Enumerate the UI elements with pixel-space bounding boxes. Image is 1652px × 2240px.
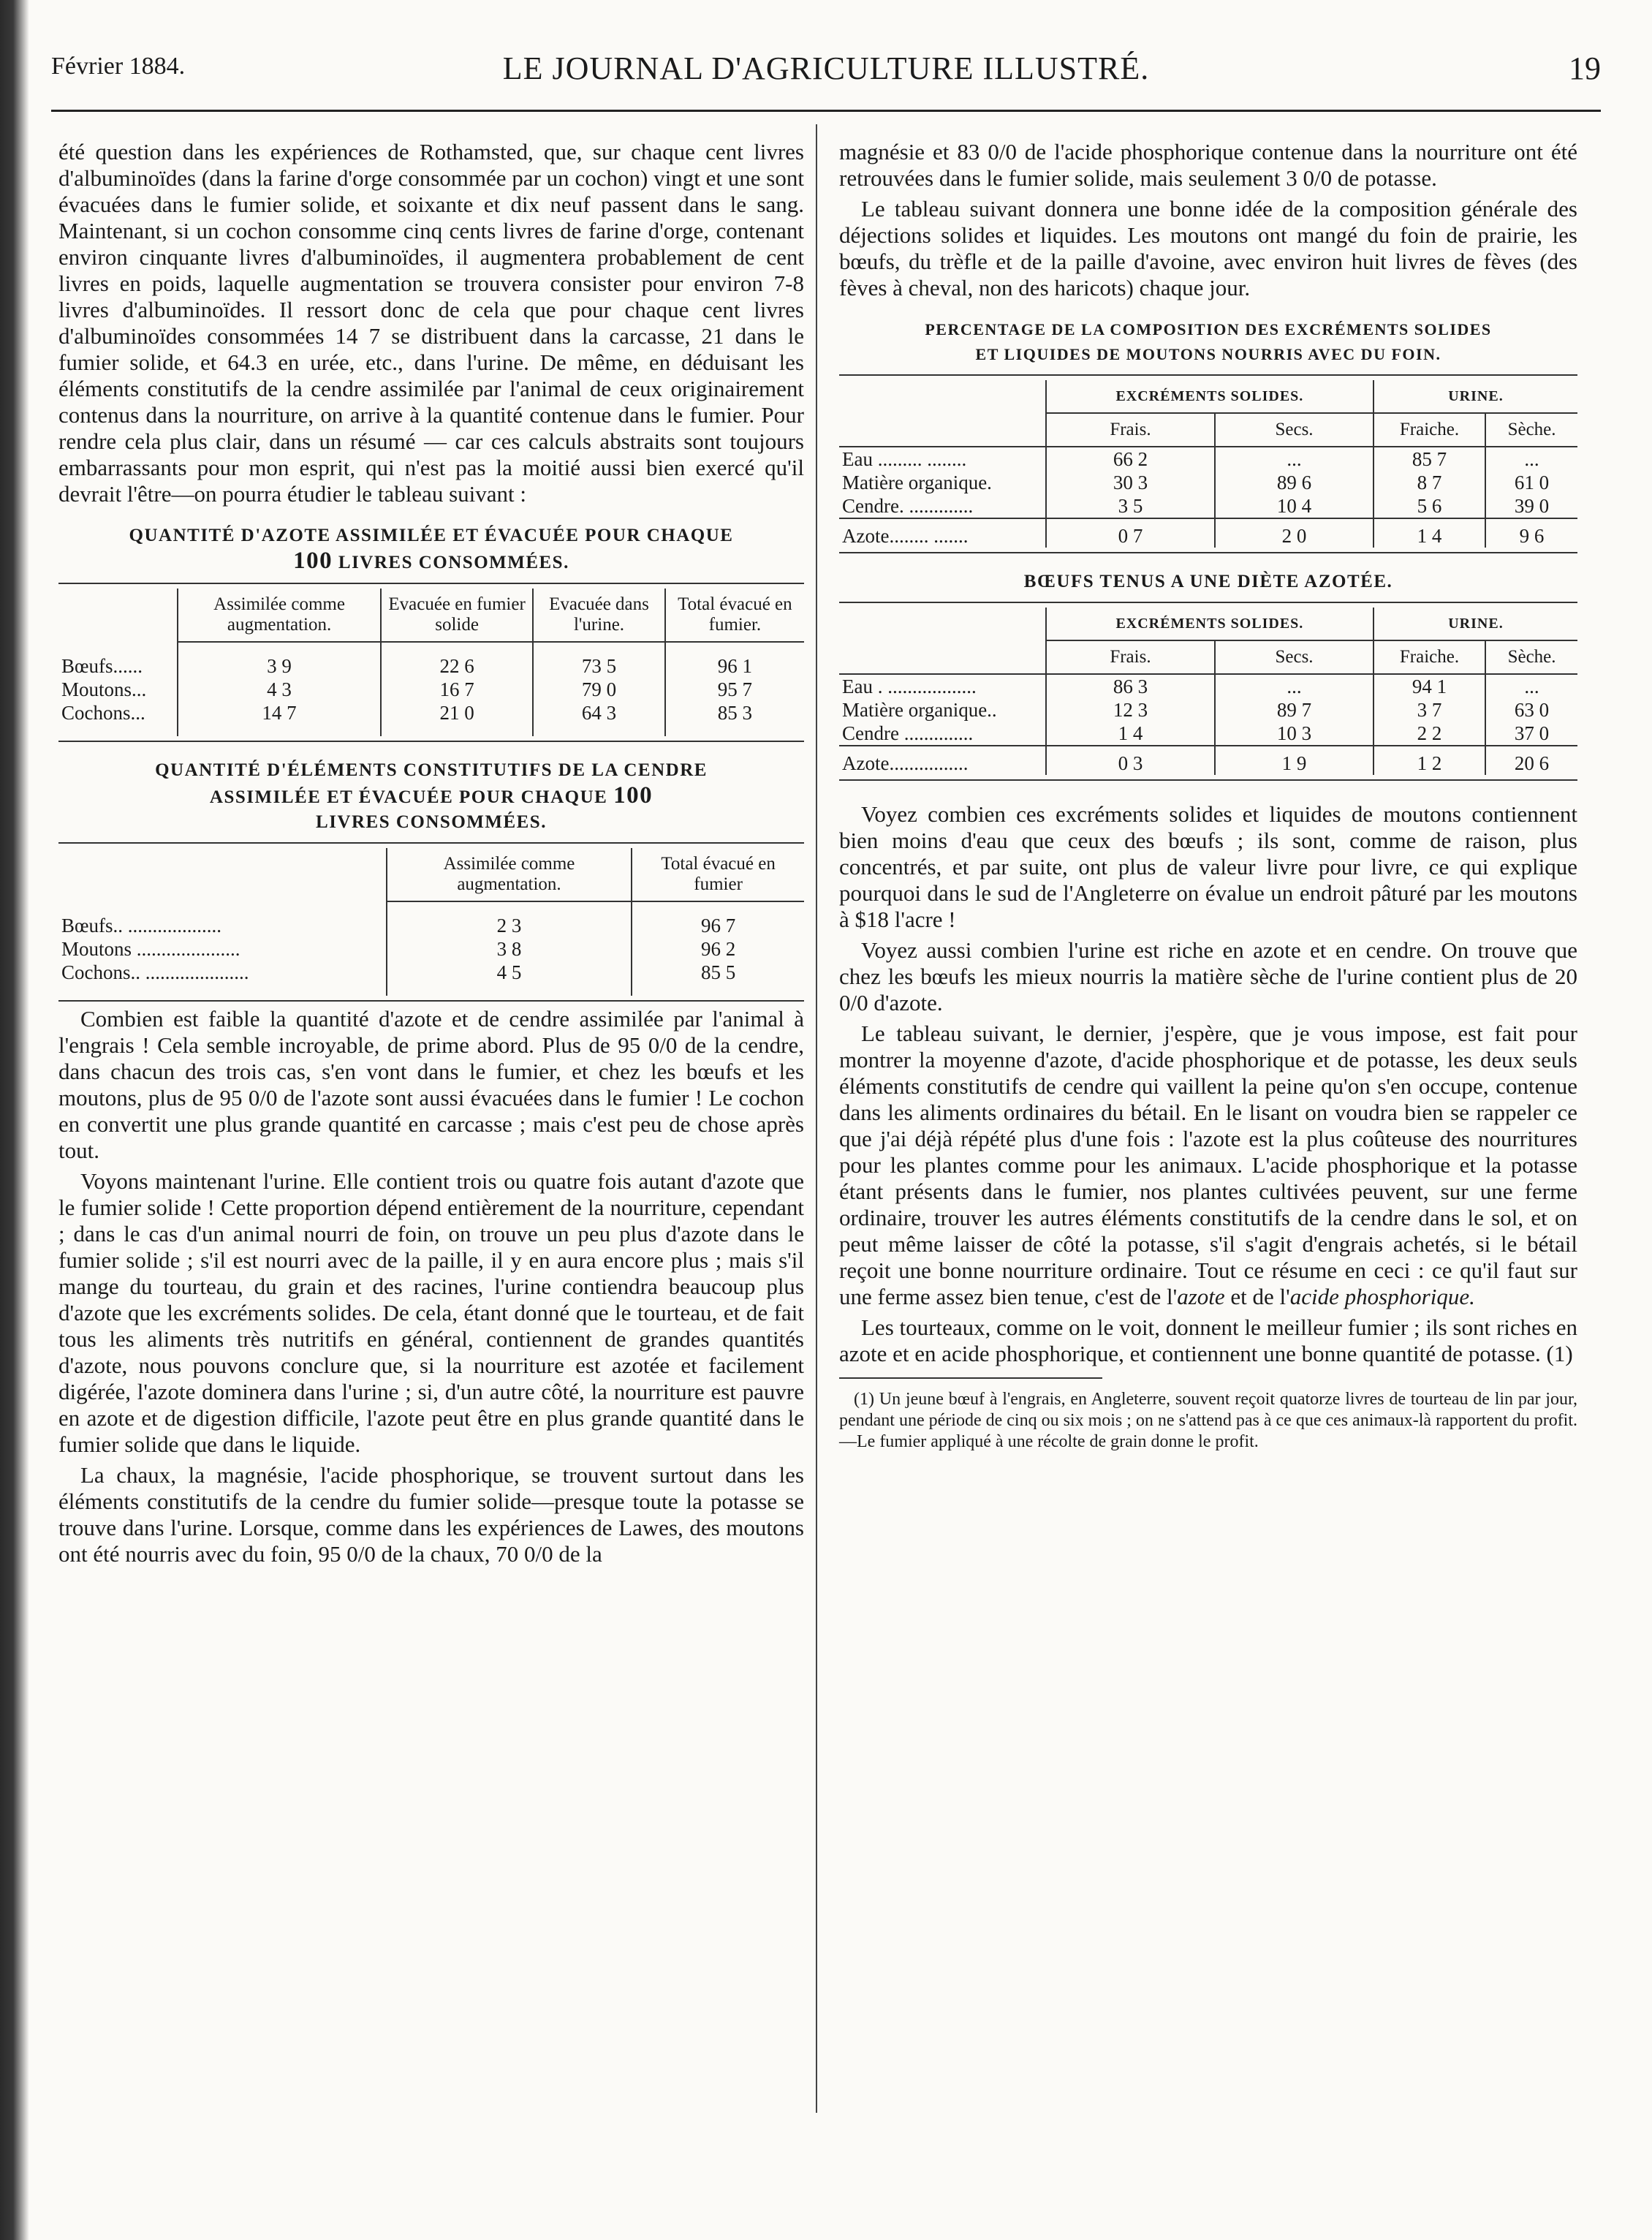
- column-divider: [816, 124, 817, 2113]
- table-row: Eau ......... ........ 66 2 ... 85 7 ...: [839, 447, 1577, 471]
- table-row: Matière organique.. 12 3 89 7 3 7 63 0: [839, 698, 1577, 722]
- paragraph: Le tableau suivant donnera une bonne idée de la composition générale des déjections solides et liquides. Les moutons ont mangé du foin de prairie, les bœufs, du trèfle et de la paille d'avoine, avec environ huit livres de fèves (des fèves à cheval, non des haricots) chaque jour.: [839, 196, 1577, 300]
- column-header: Secs.: [1215, 413, 1373, 447]
- sheep-composition-table: [839, 380, 1577, 548]
- paragraph: magnésie et 83 0/0 de l'acide phosphorique contenue dans la nourriture ont été retrouvées dans le fumier solide, mais seulement 3 0/0 de potasse.: [839, 139, 1577, 191]
- table-title: QUANTITÉ D'AZOTE ASSIMILÉE ET ÉVACUÉE POUR CHAQUE 100 LIVRES CONSOMMÉES.: [129, 526, 734, 574]
- column-header: Total évacué en fumier.: [665, 589, 804, 642]
- column-header: Secs.: [1215, 640, 1373, 674]
- column-header: Frais.: [1046, 413, 1215, 447]
- nitrogen-table: [58, 589, 804, 736]
- footnote: (1) Un jeune bœuf à l'engrais, en Angleterre, souvent reçoit quatorze livres de tourteau de lin par jour, pendant une période de cinq ou six mois ; on ne s'attend pas à ce que ces animaux-là rapportent du profit.—Le fumier appliqué à une récolte de grain donne le profit.: [839, 1390, 1578, 1451]
- table-row: Azote................ 0 3 1 9 1 2 20 6: [839, 746, 1577, 775]
- table-row: Cochons.. ..................... 4 5 85 5: [58, 961, 804, 984]
- table-row: Matière organique. 30 3 89 6 8 7 61 0: [839, 471, 1577, 494]
- table-title: PERCENTAGE DE LA COMPOSITION DES EXCRÉMENTS SOLIDES ET LIQUIDES DE MOUTONS NOURRIS AVEC DU FOIN.: [925, 320, 1492, 363]
- table-row: Cochons... 14 7 21 0 64 3 85 3: [58, 701, 804, 724]
- right-column: [839, 139, 1577, 1453]
- table-rule: [839, 374, 1577, 376]
- paragraph: été question dans les expériences de Rothamsted, que, sur chaque cent livres d'albuminoïdes (dans la farine d'orge consommée par un cochon) vingt et une sont évacuées dans le fumier solide, et soixante et dix neuf passent dans le sang. Maintenant, si un cochon consomme cinq cents livres de farine d'orge, contenant environ cinquante livres d'albuminoïdes, il augmentera probablement de cent livres en poids, laquelle augmentation se trouvera consister pour environ 7-8 livres d'albuminoïdes. Il ressort donc de cela que pour chaque cent livres d'albuminoïdes consommées 14 7 se distribuent dans la carcasse, 21 dans le fumier solide, et 64.3 en urée, etc., dans l'urine. De même, en déduisant les éléments constitutifs de la cendre assimilée par l'animal de ceux originairement contenus dans la nourriture, on arrive à la quantité contenue dans le fumier. Pour rendre cela plus clair, dans un résumé — car ces calculs abstraits sont toujours embarrassants pour mon esprit, qui n'est pas la moitié aussi bien exercé qu'il devrait l'être—on pourra étudier le tableau suivant :: [58, 139, 804, 507]
- table-title: QUANTITÉ D'ÉLÉMENTS CONSTITUTIFS DE LA CENDRE ASSIMILÉE ET ÉVACUÉE POUR CHAQUE 100 LIVRES CONSOMMÉES.: [155, 760, 708, 832]
- table-rule: [58, 741, 804, 742]
- column-header: Assimilée comme augmentation.: [178, 589, 381, 642]
- paragraph: Voyez combien ces excréments solides et liquides de moutons contiennent bien moins d'eau que ceux des bœufs ; ils sont, comme de raison, plus concentrés, et par suite, ont plus de valeur livre pour livre, ce qui explique pourquoi dans le sud de l'Angleterre on évalue un endroit pâturé par les moutons à $18 l'acre !: [839, 801, 1577, 932]
- table-rule: [58, 583, 804, 584]
- paragraph: Le tableau suivant, le dernier, j'espère, que je vous impose, est fait pour montrer la moyenne d'azote, d'acide phosphorique et de potasse, les deux seuls éléments constitutifs de cendre qui vaillent la peine qu'on s'en occupe, contenue dans les aliments ordinaires du bétail. En le lisant on voudra bien se rappeler ce que j'ai déjà répété plus d'une fois : l'azote est la plus coûteuse des nourritures pour les plantes comme pour les animaux. L'acide phosphorique et la potasse étant présents dans le fumier, nos plantes cultivées peuvent, sur une ferme ordinaire, trouver les autres éléments constitutifs de la cendre dans le sol, et on peut même laisser de côté la potasse, s'il s'agit d'engrais achetés, si le bétail reçoit une bonne nourriture ordinaire. Tout ce résume en ceci : ce qu'il faut sur une ferme assez bien tenue, c'est de l'azote et de l'acide phosphorique.: [839, 1021, 1577, 1309]
- paragraph: Combien est faible la quantité d'azote et de cendre assimilée par l'animal à l'engrais ! Cela semble incroyable, de prime abord. Plus de 95 0/0 de la cendre, dans chacun des trois cas, s'en vont dans le fumier, et chez les bœufs et les moutons, plus de 95 0/0 de l'azote sont aussi évacuées dans le fumier ! Le cochon en convertit une plus grande quantité en carcasse ; mais c'est peu de chose après tout.: [58, 1006, 804, 1163]
- page-header: [51, 44, 1601, 95]
- column-header: Total évacué en fumier: [632, 848, 804, 901]
- table-row: Azote........ ....... 0 7 2 0 1 4 9 6: [839, 518, 1577, 548]
- journal-title: LE JOURNAL D'AGRICULTURE ILLUSTRÉ.: [502, 50, 1150, 86]
- footnote-rule: [839, 1377, 1102, 1379]
- table-row: Eau . .................. 86 3 ... 94 1 ...: [839, 674, 1577, 698]
- issue-date: Février 1884.: [51, 53, 186, 80]
- column-header: Assimilée comme augmentation.: [387, 848, 632, 901]
- header-rule: [51, 110, 1601, 112]
- cattle-composition-table: [839, 608, 1577, 775]
- page-number: 19: [1569, 50, 1601, 86]
- column-header: Evacuée dans l'urine.: [533, 589, 665, 642]
- table-row: Cendre .............. 1 4 10 3 2 2 37 0: [839, 722, 1577, 746]
- table-row: Bœufs...... 3 9 22 6 73 5 96 1: [58, 654, 804, 678]
- table-title: BŒUFS TENUS A UNE DIÈTE AZOTÉE.: [1023, 572, 1393, 591]
- table-rule: [839, 602, 1577, 603]
- group-header: URINE.: [1373, 608, 1577, 640]
- binding-margin: [0, 0, 34, 2240]
- table-rule: [58, 842, 804, 844]
- column-header: Sèche.: [1485, 413, 1577, 447]
- column-header: Frais.: [1046, 640, 1215, 674]
- paragraph: Voyons maintenant l'urine. Elle contient trois ou quatre fois autant d'azote que le fumier solide ! Cette proportion dépend entièrement de la nourriture, cependant ; dans le cas d'un animal nourri de foin, on trouve un peu plus d'azote dans le fumier solide ; s'il est nourri avec de la paille, il y en aura encore plus ; mais s'il mange du tourteau, du grain et des racines, l'urine contiendra beaucoup plus d'azote que les excréments solides. De cela, étant donné que le tourteau, et de fait tous les aliments très nutritifs en général, contiennent de grandes quantités d'azote, nous pouvons conclure que, si la nourriture est azotée et facilement digérée, l'azote dominera dans l'urine ; si, d'un autre côté, la nourriture est pauvre en azote et de digestion difficile, l'azote peut être en plus grande quantité dans le fumier solide que dans le liquide.: [58, 1168, 804, 1457]
- table-row: Bœufs.. ................... 2 3 96 7: [58, 914, 804, 937]
- table-row: Moutons... 4 3 16 7 79 0 95 7: [58, 678, 804, 701]
- group-header: URINE.: [1373, 380, 1577, 413]
- table-row: Cendre. ............. 3 5 10 4 5 6 39 0: [839, 494, 1577, 518]
- group-header: EXCRÉMENTS SOLIDES.: [1046, 380, 1373, 413]
- paragraph: Voyez aussi combien l'urine est riche en azote et en cendre. On trouve que chez les bœufs les mieux nourris la matière sèche de l'urine contient plus de 20 0/0 d'azote.: [839, 937, 1577, 1015]
- column-header: Fraiche.: [1373, 640, 1485, 674]
- paragraph: La chaux, la magnésie, l'acide phosphorique, se trouvent surtout dans les éléments constitutifs de la cendre du fumier solide—presque toute la potasse se trouve dans l'urine. Lorsque, comme dans les expériences de Lawes, des moutons ont été nourris avec du foin, 95 0/0 de la chaux, 70 0/0 de la: [58, 1462, 804, 1567]
- column-header: Fraiche.: [1373, 413, 1485, 447]
- ash-table: [58, 848, 804, 996]
- left-column: [58, 139, 804, 1572]
- column-header: Evacuée en fumier solide: [381, 589, 533, 642]
- column-header: Sèche.: [1485, 640, 1577, 674]
- table-rule: [839, 552, 1577, 553]
- table-row: Moutons ..................... 3 8 96 2: [58, 937, 804, 961]
- paragraph: Les tourteaux, comme on le voit, donnent le meilleur fumier ; ils sont riches en azote et en acide phosphorique, et contiennent une bonne quantité de potasse. (1): [839, 1314, 1577, 1366]
- table-rule: [58, 1000, 804, 1002]
- table-rule: [839, 779, 1577, 781]
- group-header: EXCRÉMENTS SOLIDES.: [1046, 608, 1373, 640]
